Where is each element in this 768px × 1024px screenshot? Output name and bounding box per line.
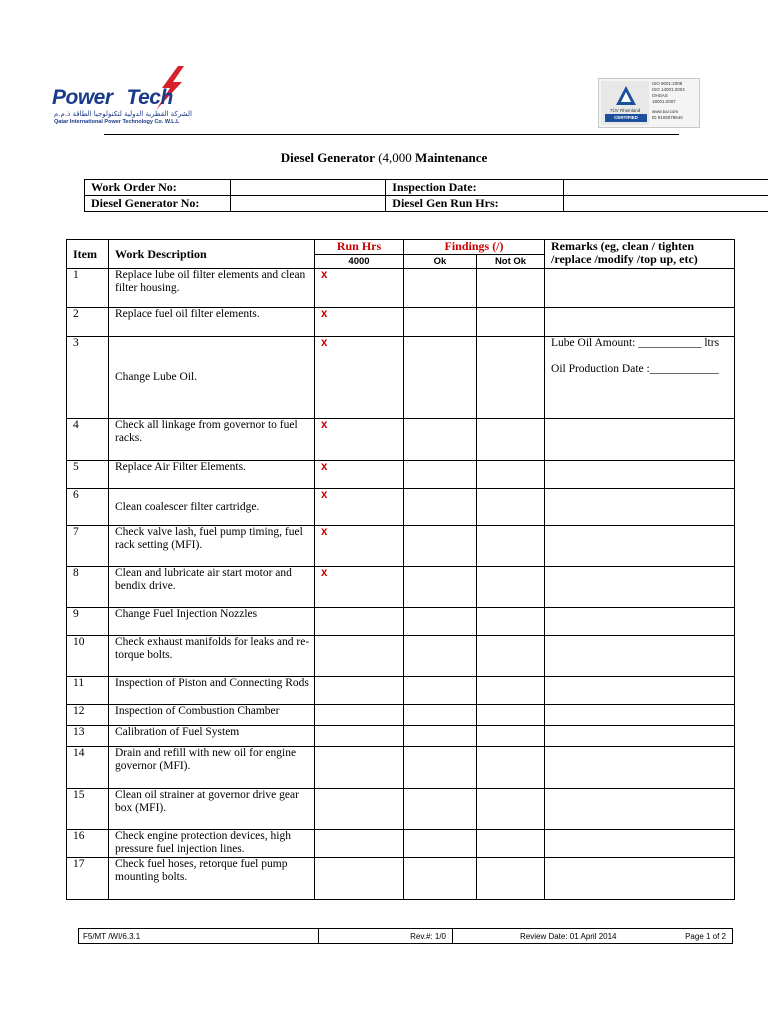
- footer-doc-code: F5/MT /WI/6.3.1: [79, 929, 319, 944]
- row-ok-cell[interactable]: [404, 636, 477, 677]
- row-ok-cell[interactable]: [404, 567, 477, 608]
- row-run-mark[interactable]: [315, 677, 404, 705]
- row-ok-cell[interactable]: [404, 858, 477, 900]
- tuv-triangle-icon: [615, 85, 637, 107]
- footer-review-date: Review Date: 01 April 2014: [453, 929, 623, 944]
- table-row: [67, 567, 735, 608]
- row-ok-cell[interactable]: [404, 705, 477, 726]
- row-ok-cell[interactable]: [404, 526, 477, 567]
- run-hrs-label: Diesel Gen Run Hrs:: [386, 196, 564, 212]
- row-remarks-cell[interactable]: [545, 337, 735, 419]
- row-ok-cell[interactable]: [404, 789, 477, 830]
- table-row: [67, 830, 735, 858]
- row-remarks-cell[interactable]: [545, 308, 735, 337]
- row-run-mark[interactable]: x: [315, 337, 404, 419]
- oil-production-date: Oil Production Date :____________: [551, 363, 719, 375]
- logo-wordmark: Power Tech: [52, 86, 173, 109]
- table-row: [67, 705, 735, 726]
- row-run-mark[interactable]: [315, 608, 404, 636]
- row-ok-cell[interactable]: [404, 489, 477, 526]
- row-ok-cell[interactable]: [404, 608, 477, 636]
- row-ok-cell[interactable]: [404, 419, 477, 461]
- row-description: Replace Air Filter Elements.: [109, 461, 315, 489]
- table-row: [67, 489, 735, 526]
- row-ok-cell[interactable]: [404, 308, 477, 337]
- row-remarks-cell[interactable]: [545, 269, 735, 308]
- row-item-number: 14: [67, 747, 109, 789]
- row-description: Clean oil strainer at governor drive gear box (MFI).: [109, 789, 315, 830]
- row-run-mark[interactable]: [315, 705, 404, 726]
- row-item-number: 13: [67, 726, 109, 747]
- certification-mark: [598, 78, 700, 128]
- header-divider: [104, 134, 679, 135]
- row-remarks-cell[interactable]: [545, 747, 735, 789]
- row-remarks-cell[interactable]: [545, 830, 735, 858]
- row-not-ok-cell[interactable]: [477, 269, 545, 308]
- row-description: Check engine protection devices, high pressure fuel injection lines.: [109, 830, 315, 858]
- row-description: Change Fuel Injection Nozzles: [109, 608, 315, 636]
- header-item: Item: [67, 240, 109, 269]
- row-not-ok-cell[interactable]: [477, 789, 545, 830]
- row-remarks-cell[interactable]: [545, 677, 735, 705]
- cert-brand: TÜV Rheinland: [609, 108, 641, 113]
- table-row: [67, 789, 735, 830]
- row-run-mark[interactable]: x: [315, 308, 404, 337]
- row-ok-cell[interactable]: [404, 461, 477, 489]
- row-item-number: 16: [67, 830, 109, 858]
- row-run-mark[interactable]: [315, 747, 404, 789]
- row-run-mark[interactable]: [315, 830, 404, 858]
- row-not-ok-cell[interactable]: [477, 677, 545, 705]
- table-row: [67, 608, 735, 636]
- table-row: [67, 636, 735, 677]
- footer-revision: Rev.#: 1/0: [319, 929, 453, 944]
- row-not-ok-cell[interactable]: [477, 337, 545, 419]
- generator-no-value[interactable]: [230, 196, 386, 212]
- row-remarks-cell[interactable]: [545, 789, 735, 830]
- header-remarks: Remarks (eg, clean / tighten /replace /modify /top up, etc): [545, 240, 735, 269]
- row-item-number: 2: [67, 308, 109, 337]
- row-run-mark[interactable]: x: [315, 526, 404, 567]
- row-item-number: 3: [67, 337, 109, 419]
- row-ok-cell[interactable]: [404, 726, 477, 747]
- row-not-ok-cell[interactable]: [477, 526, 545, 567]
- row-item-number: 17: [67, 858, 109, 900]
- logo-english-text: Qatar International Power Technology Co. W.L.L: [54, 119, 180, 125]
- row-description: Check valve lash, fuel pump timing, fuel rack setting (MFI).: [109, 526, 315, 567]
- footer-page-number: Page 1 of 2: [623, 929, 733, 944]
- row-item-number: 5: [67, 461, 109, 489]
- row-item-number: 8: [67, 567, 109, 608]
- row-item-number: 7: [67, 526, 109, 567]
- row-remarks-cell[interactable]: [545, 526, 735, 567]
- lube-oil-amount: Lube Oil Amount: ___________ ltrs: [551, 337, 720, 349]
- row-description: Clean and lubricate air start motor and bendix drive.: [109, 567, 315, 608]
- row-item-number: 11: [67, 677, 109, 705]
- cert-standards: ISO 9001:2008 ISO 14001:2004 OHSAS 18001:2007 www.tuv.com ID 9105078640: [652, 81, 685, 120]
- row-item-number: 6: [67, 489, 109, 526]
- inspection-date-value[interactable]: [564, 180, 768, 196]
- row-item-number: 1: [67, 269, 109, 308]
- row-run-mark[interactable]: [315, 636, 404, 677]
- row-description: Check all linkage from governor to fuel racks.: [109, 419, 315, 461]
- table-row: [67, 677, 735, 705]
- table-row: [67, 726, 735, 747]
- header-work-description: Work Description: [109, 240, 315, 269]
- row-remarks-cell[interactable]: [545, 461, 735, 489]
- row-run-mark[interactable]: x: [315, 269, 404, 308]
- row-not-ok-cell[interactable]: [477, 830, 545, 858]
- row-description: Change Lube Oil.: [109, 337, 315, 419]
- row-run-mark[interactable]: [315, 726, 404, 747]
- row-not-ok-cell[interactable]: [477, 858, 545, 900]
- row-not-ok-cell[interactable]: [477, 489, 545, 526]
- row-item-number: 4: [67, 419, 109, 461]
- row-run-mark[interactable]: [315, 789, 404, 830]
- row-not-ok-cell[interactable]: [477, 419, 545, 461]
- company-logo: [50, 66, 210, 128]
- table-row: [67, 858, 735, 900]
- row-run-mark[interactable]: x: [315, 461, 404, 489]
- header-findings: Findings (/): [404, 240, 545, 255]
- row-remarks-cell[interactable]: [545, 489, 735, 526]
- table-row: [67, 419, 735, 461]
- work-order-info-table: [84, 179, 768, 212]
- row-description: Check exhaust manifolds for leaks and re-torque bolts.: [109, 636, 315, 677]
- page-title: Diesel Generator (4,000 Maintenance: [280, 150, 488, 165]
- row-not-ok-cell[interactable]: [477, 726, 545, 747]
- row-run-mark[interactable]: x: [315, 567, 404, 608]
- row-ok-cell[interactable]: [404, 677, 477, 705]
- row-description: Inspection of Piston and Connecting Rods: [109, 677, 315, 705]
- row-remarks-cell[interactable]: [545, 858, 735, 900]
- table-row: [67, 747, 735, 789]
- row-item-number: 9: [67, 608, 109, 636]
- row-description: Drain and refill with new oil for engine governor (MFI).: [109, 747, 315, 789]
- row-not-ok-cell[interactable]: [477, 636, 545, 677]
- header-run-hrs: Run Hrs: [315, 240, 404, 255]
- row-not-ok-cell[interactable]: [477, 747, 545, 789]
- row-remarks-cell[interactable]: [545, 608, 735, 636]
- logo-arabic-text: الشركة القطرية الدولية لتكنولوجيا الطاقة ذ.م.م: [54, 110, 192, 118]
- row-run-mark[interactable]: [315, 858, 404, 900]
- table-row: [67, 269, 735, 308]
- generator-no-label: Diesel Generator No:: [85, 196, 231, 212]
- row-not-ok-cell[interactable]: [477, 705, 545, 726]
- row-ok-cell[interactable]: [404, 830, 477, 858]
- row-run-mark[interactable]: x: [315, 489, 404, 526]
- row-remarks-cell[interactable]: [545, 636, 735, 677]
- run-hrs-value[interactable]: [564, 196, 768, 212]
- document-footer: [78, 928, 733, 944]
- table-row: [67, 337, 735, 419]
- row-ok-cell[interactable]: [404, 269, 477, 308]
- row-not-ok-cell[interactable]: [477, 608, 545, 636]
- maintenance-checklist-table: [66, 239, 735, 900]
- row-ok-cell[interactable]: [404, 337, 477, 419]
- table-row: [67, 461, 735, 489]
- header-ok: Ok: [404, 255, 477, 269]
- row-description: Replace fuel oil filter elements.: [109, 308, 315, 337]
- row-item-number: 15: [67, 789, 109, 830]
- row-run-mark[interactable]: x: [315, 419, 404, 461]
- cert-badge: CERTIFIED: [605, 114, 647, 122]
- row-not-ok-cell[interactable]: [477, 308, 545, 337]
- row-description: Replace lube oil filter elements and clean filter housing.: [109, 269, 315, 308]
- row-description: Inspection of Combustion Chamber: [109, 705, 315, 726]
- row-description: Clean coalescer filter cartridge.: [109, 489, 315, 526]
- work-order-value[interactable]: [230, 180, 386, 196]
- row-not-ok-cell[interactable]: [477, 567, 545, 608]
- row-remarks-cell[interactable]: [545, 567, 735, 608]
- work-order-label: Work Order No:: [85, 180, 231, 196]
- row-remarks-cell[interactable]: [545, 726, 735, 747]
- row-remarks-cell[interactable]: [545, 705, 735, 726]
- table-row: [67, 526, 735, 567]
- table-row: [67, 308, 735, 337]
- header-run-4000: 4000: [315, 255, 404, 269]
- row-ok-cell[interactable]: [404, 747, 477, 789]
- inspection-date-label: Inspection Date:: [386, 180, 564, 196]
- row-item-number: 10: [67, 636, 109, 677]
- row-not-ok-cell[interactable]: [477, 461, 545, 489]
- row-description: Calibration of Fuel System: [109, 726, 315, 747]
- row-item-number: 12: [67, 705, 109, 726]
- header-not-ok: Not Ok: [477, 255, 545, 269]
- row-remarks-cell[interactable]: [545, 419, 735, 461]
- row-description: Check fuel hoses, retorque fuel pump mounting bolts.: [109, 858, 315, 900]
